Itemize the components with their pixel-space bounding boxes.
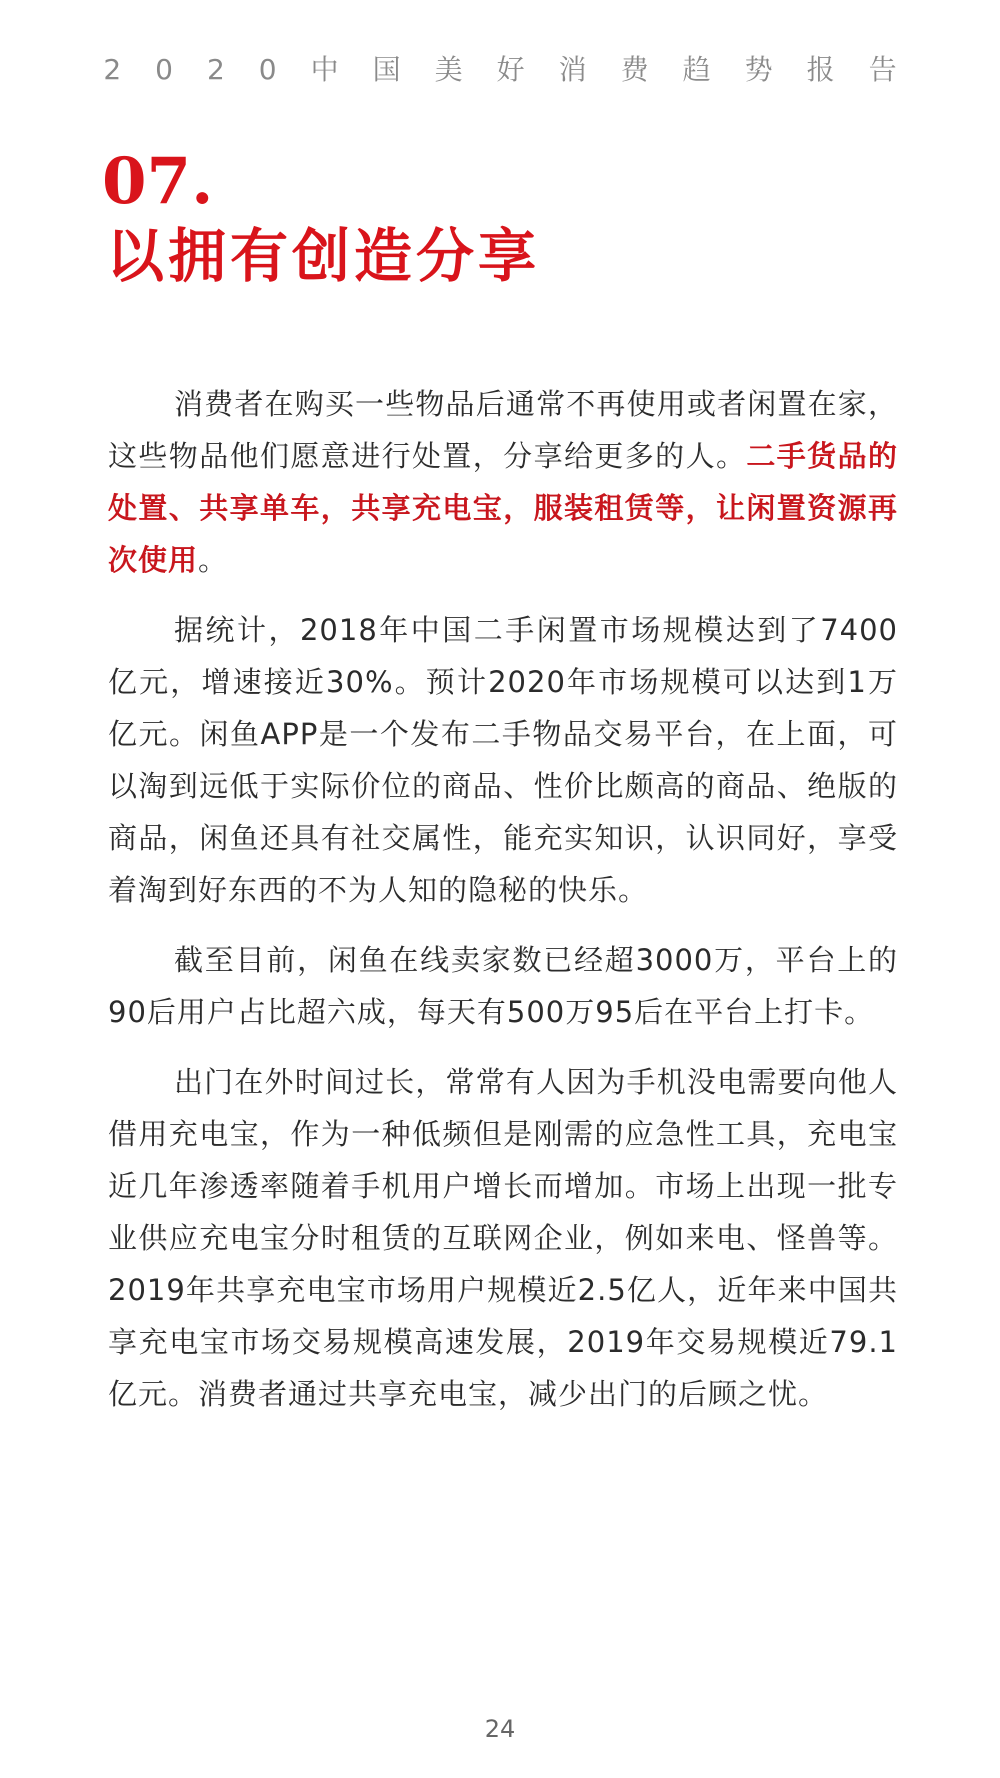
- section-number: 07.: [102, 144, 214, 219]
- paragraph-intro-end: 。: [198, 543, 229, 577]
- section-title: 以拥有创造分享: [106, 222, 541, 290]
- article-body: [108, 378, 898, 1438]
- paragraph-power-bank: 出门在外时间过长，常常有人因为手机没电需要向他人借用充电宝，作为一种低频但是刚需的应急性工具，充电宝近几年渗透率随着手机用户增长而增加。市场上出现一批专业供应充电宝分时租赁的互联网企业，例如来电、怪兽等。2019年共享充电宝市场用户规模近2.5亿人，近年来中国共享充电宝市场交易规模高速发展，2019年交易规模近79.1亿元。消费者通过共享充电宝，减少出门的后顾之忧。: [108, 1065, 898, 1411]
- paragraph-statistics: 据统计，2018年中国二手闲置市场规模达到了7400亿元，增速接近30%。预计2020年市场规模可以达到1万亿元。闲鱼APP是一个发布二手物品交易平台，在上面，可以淘到远低于实际价位的商品、性价比颇高的商品、绝版的商品，闲鱼还具有社交属性，能充实知识，认识同好，享受着淘到好东西的不为人知的隐秘的快乐。: [108, 613, 898, 907]
- paragraph-xianyu-users: 截至目前，闲鱼在线卖家数已经超3000万，平台上的90后用户占比超六成，每天有500万95后在平台上打卡。: [108, 943, 898, 1029]
- paragraph-intro-highlight: 二手货品的处置、共享单车，共享充电宝，服装租赁等，让闲置资源再次使用: [108, 439, 898, 577]
- paragraph-intro-text: 消费者在购买一些物品后通常不再使用或者闲置在家，这些物品他们愿意进行处置，分享给更多的人。: [108, 387, 898, 473]
- report-header-title: 2020中国美好消费趋势报告: [103, 53, 931, 86]
- page-number: 24: [484, 1715, 516, 1743]
- paragraph-intro: [108, 378, 898, 586]
